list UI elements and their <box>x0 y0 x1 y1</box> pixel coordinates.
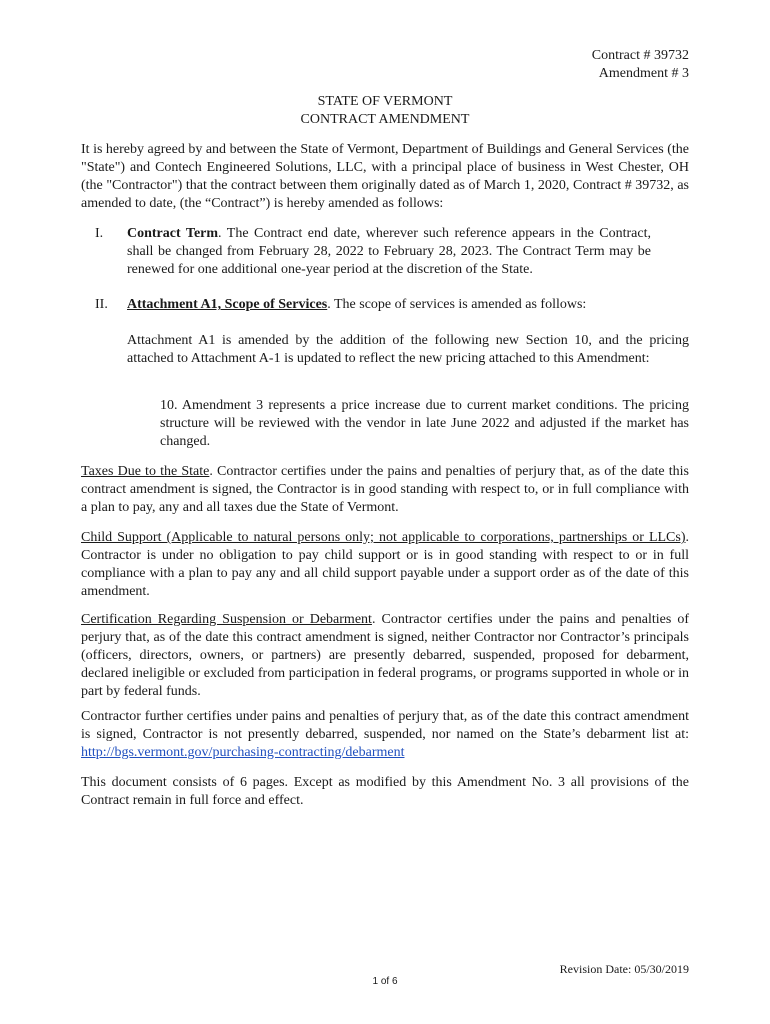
amendment-number: Amendment # 3 <box>598 66 689 81</box>
section-2-scope <box>127 296 689 314</box>
contract-header <box>592 47 689 83</box>
section-1-contract-term <box>127 225 651 279</box>
title-state: STATE OF VERMONT <box>317 94 453 109</box>
section-2-paragraph-2: 10. Amendment 3 represents a price increase due to current market conditions. The pricing structure will be reviewed with the vendor in late June 2022 and adjusted if the market has changed. <box>160 398 689 449</box>
page-number: 1 of 6 <box>372 976 398 987</box>
taxes-paragraph <box>81 463 689 517</box>
debarment-heading: Certification Regarding Suspension or Debarment <box>81 612 372 627</box>
contract-number: Contract # 39732 <box>591 48 689 63</box>
section-2-paragraph-1: Attachment A1 is amended by the addition of the following new Section 10, and the pricing attached to Attachment A-1 is updated to reflect the new pricing attached to this Amendment: <box>127 333 689 366</box>
child-support-heading: Child Support (Applicable to natural persons only; not applicable to corporations, partnerships or LLCs) <box>81 530 686 545</box>
intro-paragraph: It is hereby agreed by and between the State of Vermont, Department of Buildings and General Services (the "State") and Contech Engineered Solutions, LLC, with a principal place of business in West Chester, OH (the "Contractor") that the contract between them originally dated as of March 1, 2020, Contract # 39732, as amended to date, (the “Contract”) is hereby amended as follows: <box>81 142 689 211</box>
child-support-paragraph <box>81 529 689 601</box>
section-1-numeral: I. <box>95 226 104 241</box>
further-text: Contractor further certifies under pains and penalties of perjury that, as of the date this contract amendment is signed, Contractor is not presently debarred, suspended, nor named on the State’s debarment list at: <box>81 709 689 742</box>
document-title <box>0 93 770 129</box>
section-1-heading: Contract Term <box>127 226 219 241</box>
taxes-heading: Taxes Due to the State <box>81 464 210 479</box>
further-certification-paragraph <box>81 708 689 762</box>
title-amendment: CONTRACT AMENDMENT <box>300 112 470 127</box>
debarment-paragraph <box>81 611 689 701</box>
section-2-text: . The scope of services is amended as follows: <box>327 297 587 312</box>
debarment-list-link[interactable]: http://bgs.vermont.gov/purchasing-contracting/debarment <box>81 745 405 760</box>
section-2-heading: Attachment A1, Scope of Services <box>127 297 328 312</box>
closing-paragraph: This document consists of 6 pages. Except as modified by this Amendment No. 3 all provisions of the Contract remain in full force and effect. <box>81 775 689 808</box>
section-2-numeral: II. <box>95 297 108 312</box>
taxes-text: . Contractor certifies under the pains and penalties of perjury that, as of the date this contract amendment is signed, the Contractor is in good standing with respect to, or in full compliance with a plan to pay, any and all taxes due the State of Vermont. <box>81 464 690 515</box>
debarment-text: . Contractor certifies under the pains and penalties of perjury that, as of the date this contract amendment is signed, neither Contractor nor Contractor’s principals (officers, directors, owners, or partners) are presently debarred, suspended, proposed for debarment, declared ineligible or excluded from participation in federal programs, or programs supported in whole or in part by federal funds. <box>81 612 689 699</box>
child-support-text: . Contractor is under no obligation to pay child support or is in good standing with respect to or in full compliance with a plan to pay any and all child support payable under a support order as of the date of this amendment. <box>81 530 689 599</box>
section-1-text: . The Contract end date, wherever such reference appears in the Contract, shall be changed from February 28, 2022 to February 28, 2023. The Contract Term may be renewed for one additional one-year period at the discretion of the State. <box>127 226 652 277</box>
revision-date: Revision Date: 05/30/2019 <box>559 962 689 976</box>
